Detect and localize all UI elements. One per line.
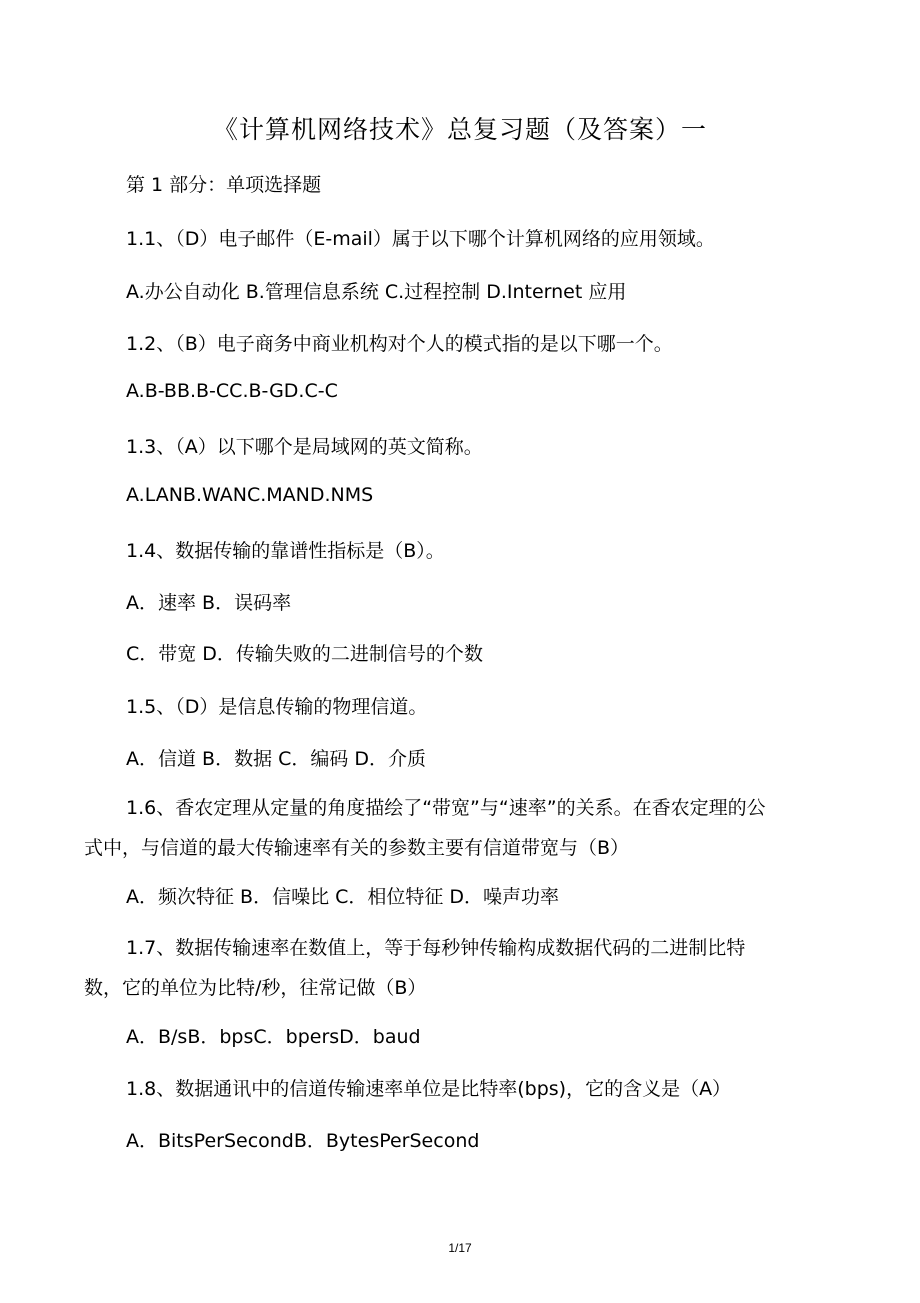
options-1-7: A．B/sB．bpsC．bpersD．baud: [126, 1026, 421, 1048]
options-1-8: A．BitsPerSecondB．BytesPerSecond: [126, 1130, 480, 1152]
section-heading: 第 1 部分：单项选择题: [126, 174, 322, 196]
options-1-4-a: A．速率 B．误码率: [126, 592, 292, 614]
options-1-5: A．信道 B．数据 C．编码 D．介质: [126, 748, 427, 770]
options-1-2: A.B-BB.B-CC.B-GD.C-C: [126, 380, 338, 402]
question-1-5: 1.5、（D）是信息传输的物理信道。: [126, 696, 428, 718]
options-1-3: A.LANB.WANC.MAND.NMS: [126, 484, 374, 506]
page-number: 1/17: [448, 1241, 472, 1255]
options-1-6: A．频次特征 B．信噪比 C．相位特征 D．噪声功率: [126, 886, 560, 908]
question-1-8: 1.8、数据通讯中的信道传输速率单位是比特率(bps)，它的含义是（A）: [126, 1078, 732, 1100]
question-1-3: 1.3、（A）以下哪个是局域网的英文简称。: [126, 436, 483, 458]
question-1-4: 1.4、数据传输的靠谱性指标是（B）。: [126, 540, 445, 562]
question-1-7: 1.7、数据传输速率在数值上，等于每秒钟传输构成数据代码的二进制比特数，它的单位为比特/秒，往常记做（B）: [84, 937, 746, 999]
question-1-1: 1.1、（D）电子邮件（E-mail）属于以下哪个计算机网络的应用领域。: [126, 228, 715, 250]
options-1-1: A.办公自动化 B.管理信息系统 C.过程控制 D.Internet 应用: [126, 281, 627, 303]
question-1-2: 1.2、（B）电子商务中商业机构对个人的模式指的是以下哪一个。: [126, 333, 673, 355]
document-title: 《计算机网络技术》总复习题（及答案）一: [212, 115, 707, 144]
options-1-4-b: C．带宽 D．传输失败的二进制信号的个数: [126, 643, 483, 665]
question-1-6: 1.6、香农定理从定量的角度描绘了“带宽”与“速率”的关系。在香农定理的公式中，与信道的最大传输速率有关的参数主要有信道带宽与（B）: [84, 797, 766, 859]
